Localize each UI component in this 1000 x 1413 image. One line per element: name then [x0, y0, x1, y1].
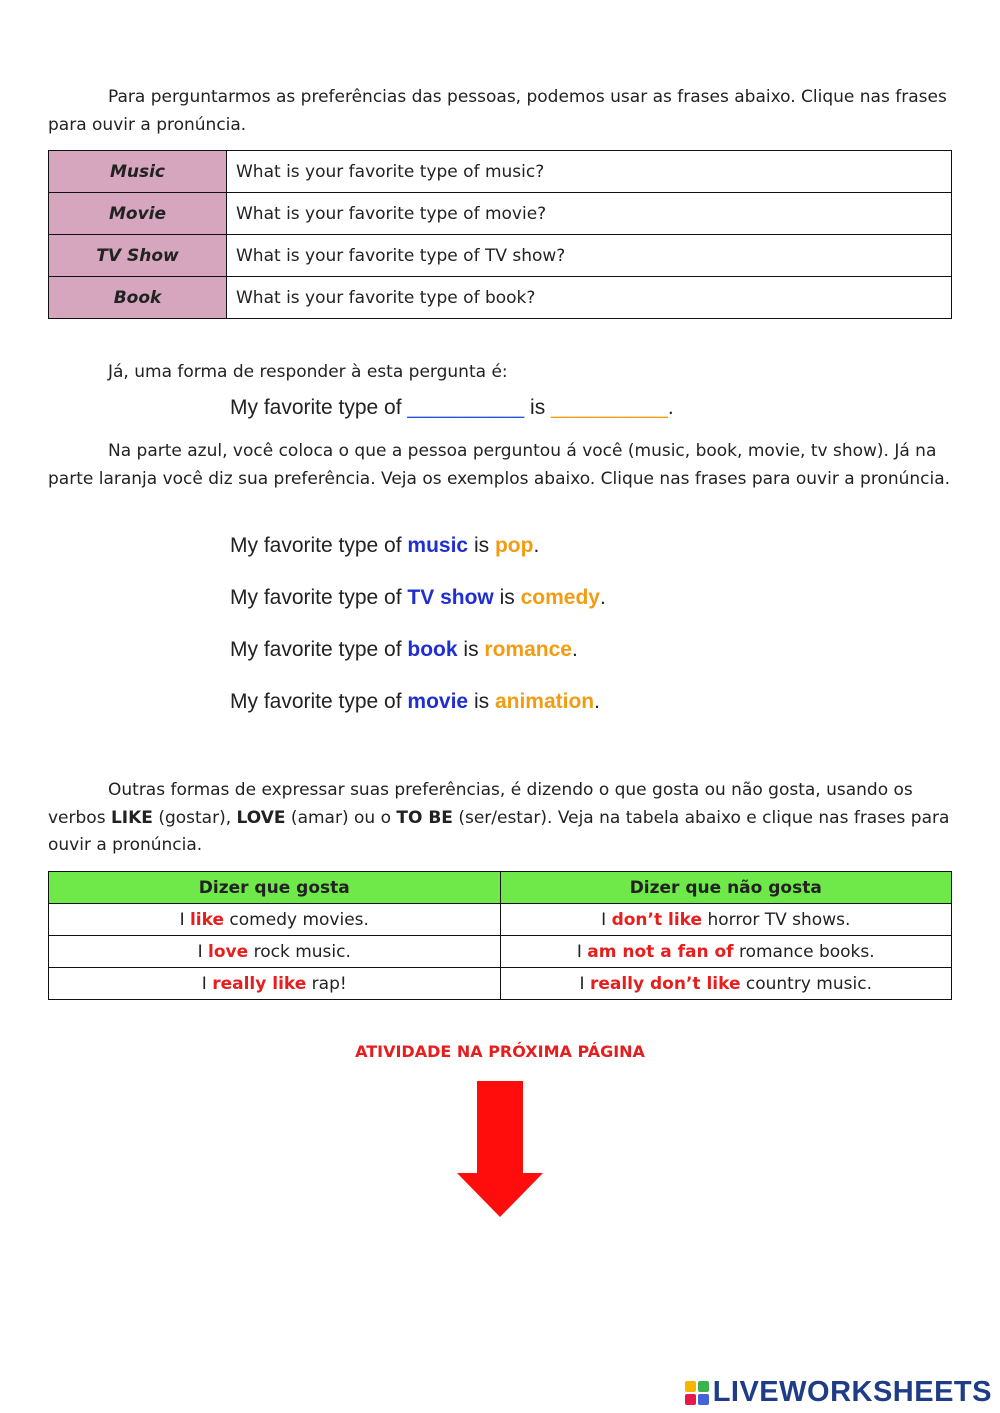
header-dislikes: Dizer que não gosta [500, 872, 952, 904]
verb-to-be: TO BE [396, 807, 453, 828]
next-page-notice: ATIVIDADE NA PRÓXIMA PÁGINA [355, 1042, 645, 1061]
question-table [48, 150, 952, 319]
example-middle: is [468, 534, 495, 557]
table-row [49, 151, 952, 193]
example-end: . [594, 690, 600, 713]
example-prefix: My favorite type of [230, 638, 408, 661]
example-end: . [599, 586, 606, 609]
example-sentence-audio[interactable] [230, 534, 539, 558]
example-sentence-audio[interactable] [230, 690, 600, 714]
logo-mark-icon [685, 1381, 709, 1405]
example-preference: comedy [520, 586, 600, 609]
like-verb: like [189, 909, 225, 930]
example-middle: is [468, 690, 495, 713]
verb-like: LIKE [110, 807, 153, 828]
like-sentence-audio[interactable] [49, 968, 501, 1000]
example-category: movie [407, 690, 469, 713]
dislike-sentence-audio[interactable] [500, 968, 952, 1000]
dislike-sentence-audio[interactable] [500, 936, 952, 968]
sentence-start: I [601, 909, 612, 930]
category-cell: Music [49, 151, 227, 193]
intro-paragraph: Para perguntarmos as preferências das pessoas, podemos usar as frases abaixo. Clique nas frases para ouvir a pronúncia. [48, 87, 947, 135]
sentence-rest: horror TV shows. [702, 909, 851, 930]
explanation-paragraph: Na parte azul, você coloca o que a pessoa perguntou á você (music, book, movie, tv show). Já na parte laranja você diz sua preferência. Veja os exemplos abaixo. Clique nas frases para ouvir a pronúncia. [48, 441, 951, 489]
sentence-start: I [579, 973, 590, 994]
example-sentence-audio[interactable] [230, 638, 578, 662]
other-forms-text: Outras formas de expressar suas preferências, é dizendo o que gosta ou não gosta, usando os verbos [48, 780, 913, 828]
example-end: . [533, 534, 540, 557]
dislike-sentence-audio[interactable] [500, 904, 952, 936]
question-audio[interactable]: What is your favorite type of book? [227, 277, 952, 319]
other-forms-text: (ser/estar). Veja na tabela abaixo e clique nas frases para ouvir a pronúncia. [48, 807, 950, 855]
template-prefix: My favorite type of [230, 396, 408, 419]
verb-love: LOVE [236, 807, 286, 828]
dislike-verb: don’t like [611, 909, 703, 930]
example-end: . [571, 638, 578, 661]
sentence-start: I [201, 973, 213, 994]
like-verb: really like [212, 973, 307, 994]
like-sentence-audio[interactable] [49, 904, 501, 936]
example-sentence-audio[interactable] [230, 586, 606, 610]
liveworksheets-logo [685, 1376, 992, 1409]
table-row [49, 235, 952, 277]
other-forms-text: (amar) ou o [285, 807, 397, 828]
sentence-rest: rock music. [248, 941, 351, 962]
category-cell: TV Show [49, 235, 227, 277]
example-preference: pop [494, 534, 534, 557]
question-audio[interactable]: What is your favorite type of music? [227, 151, 952, 193]
sentence-start: I [179, 909, 190, 930]
example-prefix: My favorite type of [230, 534, 408, 557]
sentence-rest: rap! [306, 973, 347, 994]
table-header-row [49, 872, 952, 904]
other-forms-text: (gostar), [152, 807, 237, 828]
answer-intro: Já, uma forma de responder à esta pergunta é: [108, 362, 508, 382]
logo-text: LIVEWORKSHEETS [712, 1376, 992, 1408]
sentence-rest: comedy movies. [224, 909, 369, 930]
example-middle: is [493, 586, 521, 609]
blank-preference: __________ [551, 396, 668, 419]
dislike-verb: really don’t like [589, 973, 741, 994]
sentence-rest: country music. [740, 973, 872, 994]
category-cell: Book [49, 277, 227, 319]
answer-template [230, 396, 674, 420]
example-preference: animation [494, 690, 595, 713]
example-prefix: My favorite type of [230, 586, 408, 609]
table-row [49, 904, 952, 936]
template-suffix: . [667, 396, 674, 419]
example-category: TV show [407, 586, 494, 609]
example-category: music [407, 534, 469, 557]
likes-table [48, 871, 952, 1000]
table-row [49, 936, 952, 968]
category-cell: Movie [49, 193, 227, 235]
like-verb: love [208, 941, 249, 962]
example-preference: romance [484, 638, 572, 661]
sentence-start: I [576, 941, 588, 962]
blank-category: __________ [407, 396, 525, 419]
question-audio[interactable]: What is your favorite type of movie? [227, 193, 952, 235]
sentence-start: I [197, 941, 209, 962]
example-middle: is [457, 638, 485, 661]
like-sentence-audio[interactable] [49, 936, 501, 968]
template-middle: is [524, 396, 552, 419]
table-row [49, 968, 952, 1000]
other-forms-paragraph [48, 777, 952, 860]
sentence-rest: romance books. [733, 941, 875, 962]
table-row [49, 277, 952, 319]
down-arrow-icon [455, 1081, 545, 1219]
header-likes: Dizer que gosta [49, 872, 501, 904]
dislike-verb: am not a fan of [587, 941, 734, 962]
example-category: book [407, 638, 458, 661]
example-prefix: My favorite type of [230, 690, 408, 713]
table-row [49, 193, 952, 235]
question-audio[interactable]: What is your favorite type of TV show? [227, 235, 952, 277]
